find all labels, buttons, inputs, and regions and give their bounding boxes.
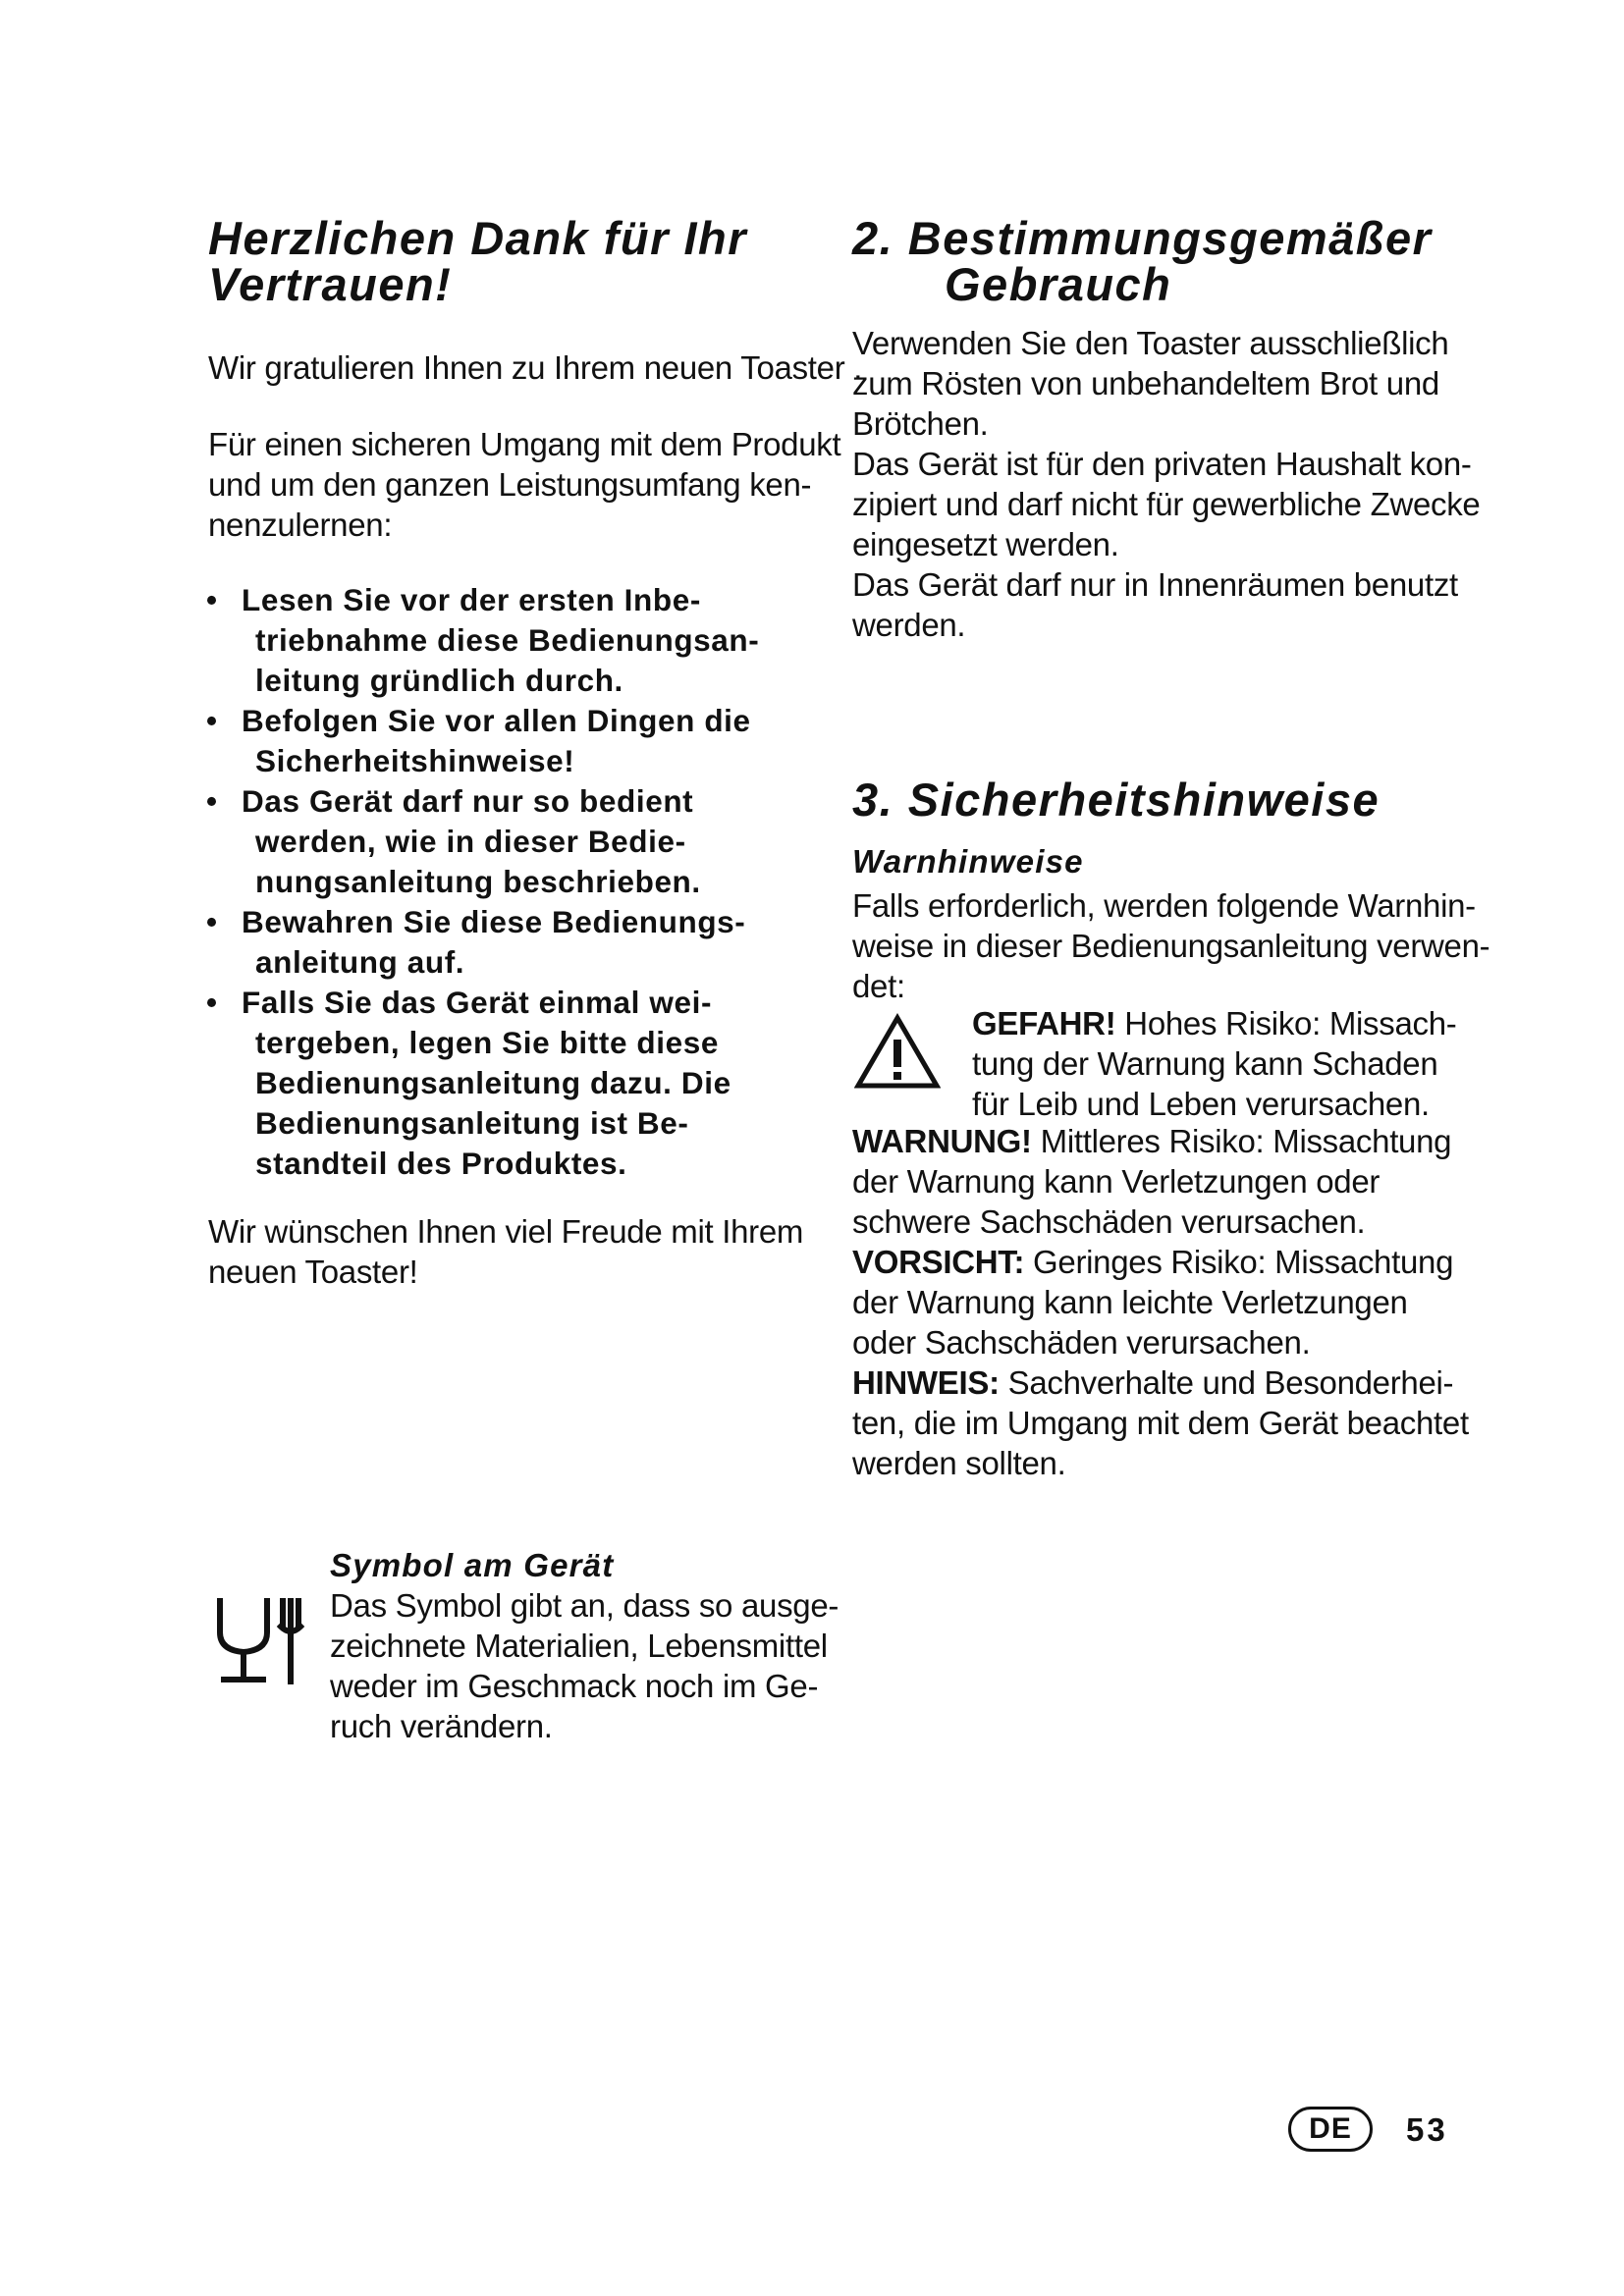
section-3-title: 3. Sicherheitshinweise [852,774,1380,826]
warnung-text [852,1121,1469,1483]
list-item [206,983,835,1184]
section-2-title-line1: 2. Bestimmungsgemäßer [852,212,1433,264]
section-2-title [852,212,1433,310]
section-2-line: zum Rösten von unbehandeltem Brot und [852,365,1439,401]
vorsicht-label: VORSICHT: [852,1244,1025,1280]
gefahr-line: Hohes Risiko: Missach- [1124,1005,1457,1041]
closing-line: Wir wünschen Ihnen viel Freude mit Ihrem [208,1213,804,1250]
intro-paragraph-line: nenzulernen: [208,507,393,543]
closing-line: neuen Toaster! [208,1254,418,1290]
symbol-line: Das Symbol gibt an, dass so ausge- [330,1587,839,1624]
vorsicht-line: der Warnung kann leichte Verletzungen [852,1284,1408,1320]
section-2-line: Brötchen. [852,405,989,442]
list-item-line: Bedienungsanleitung ist Be- [255,1105,689,1141]
hinweis-line: Sachverhalte und Besonderhei- [1007,1364,1454,1401]
warnung-line: Mittleres Risiko: Missachtung [1040,1123,1452,1159]
warn-heading: Warnhinweise [852,843,1084,880]
list-item-line: standteil des Produktes. [255,1146,627,1181]
gefahr-line: tung der Warnung kann Schaden [972,1045,1438,1082]
warn-intro [852,885,1489,1006]
gefahr-text [972,1003,1456,1124]
list-item-line: • Falls Sie das Gerät einmal wei- [242,985,713,1020]
list-item-line: • Lesen Sie vor der ersten Inbe- [242,582,701,617]
list-item-line: • Befolgen Sie vor allen Dingen die [242,703,751,738]
vorsicht-line: oder Sachschäden verursachen. [852,1324,1311,1361]
intro-text: Wir gratulieren Ihnen zu Ihrem neuen Toaster . [208,349,863,386]
symbol-heading: Symbol am Gerät [330,1547,615,1583]
country-badge: DE [1288,2107,1373,2152]
list-item-line: • Bewahren Sie diese Bedienungs- [242,904,746,939]
gefahr-line: für Leib und Leben verursachen. [972,1086,1430,1122]
symbol-line: zeichnete Materialien, Lebensmittel [330,1628,828,1664]
symbol-line: ruch verändern. [330,1708,553,1744]
symbol-line: weder im Geschmack noch im Ge- [330,1668,819,1704]
section-2-line: werden. [852,607,966,643]
list-item [206,781,835,902]
hinweis-line: ten, die im Umgang mit dem Gerät beachtet [852,1405,1469,1441]
hinweis-line: werden sollten. [852,1445,1066,1481]
list-item [206,580,835,701]
warning-triangle-icon [854,1013,941,1090]
closing-text [208,1211,803,1292]
warnung-line: der Warnung kann Verletzungen oder [852,1163,1380,1200]
list-item-line: • Das Gerät darf nur so bedient [242,783,694,819]
hinweis-label: HINWEIS: [852,1364,1000,1401]
list-item-line: anleitung auf. [255,944,465,980]
list-item-line: triebnahme diese Bedienungsan- [255,622,760,658]
warnung-label: WARNUNG! [852,1123,1032,1159]
left-title-line2: Vertrauen! [208,258,453,310]
section-2-line: zipiert und darf nicht für gewerbliche Zwecke [852,486,1481,522]
list-item-line: Sicherheitshinweise! [255,743,575,778]
section-2-line: eingesetzt werden. [852,526,1119,562]
list-item-line: werden, wie in dieser Bedie- [255,824,686,859]
warn-intro-line: det: [852,968,905,1004]
gefahr-label: GEFAHR! [972,1005,1116,1041]
list-item [206,902,835,983]
warn-intro-line: Falls erforderlich, werden folgende Warnhin- [852,887,1476,924]
intro-paragraph-line: und um den ganzen Leistungsumfang ken- [208,466,812,503]
section-2-line: Das Gerät darf nur in Innenräumen benutzt [852,566,1458,603]
vorsicht-line: Geringes Risiko: Missachtung [1033,1244,1454,1280]
left-title-line1: Herzlichen Dank für Ihr [208,212,747,264]
section-2-line: Verwenden Sie den Toaster ausschließlich [852,325,1449,361]
list-item-line: nungsanleitung beschrieben. [255,864,701,899]
list-item-line: leitung gründlich durch. [255,663,623,698]
left-title [208,212,747,310]
intro-paragraph-line: Für einen sicheren Umgang mit dem Produkt [208,426,841,462]
instruction-list [206,580,835,1184]
list-item-line: tergeben, legen Sie bitte diese [255,1025,719,1060]
section-2-title-line2: Gebrauch [945,258,1172,310]
list-item-line: Bedienungsanleitung dazu. Die [255,1065,731,1100]
glass-fork-icon [214,1595,308,1685]
intro-paragraph [208,424,840,545]
warn-intro-line: weise in dieser Bedienungsanleitung verwen- [852,928,1490,964]
list-item [206,701,835,781]
section-2-line: Das Gerät ist für den privaten Haushalt kon- [852,446,1472,482]
warnung-line: schwere Sachschäden verursachen. [852,1203,1366,1240]
page-number: 53 [1406,2111,1448,2148]
symbol-description [330,1585,839,1746]
section-2-body [852,323,1480,645]
